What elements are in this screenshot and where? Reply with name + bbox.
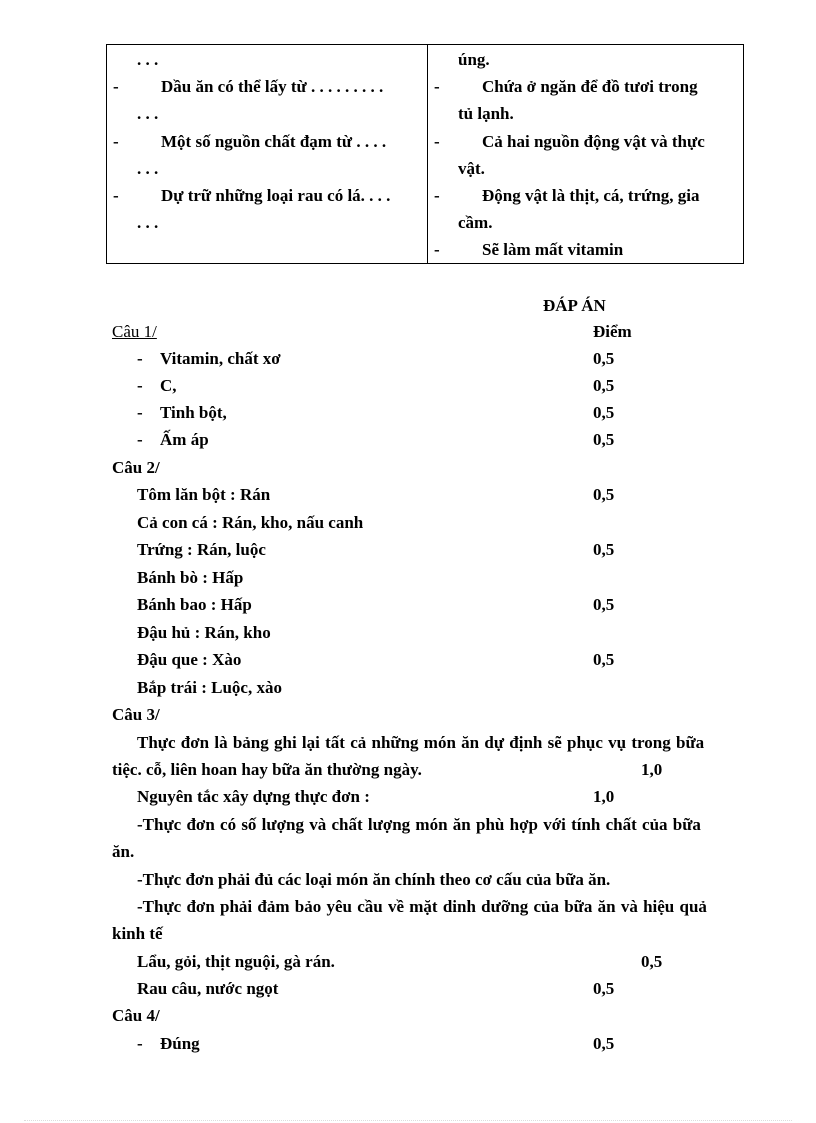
q1-item-dash: -	[137, 430, 143, 449]
table-line-text: Động vật là thịt, cá, trứng, gia	[482, 186, 700, 205]
question-2-label: Câu 2/	[112, 458, 160, 477]
q2-item-score: 0,5	[593, 595, 615, 614]
q3-dish2-score: 0,5	[593, 979, 615, 998]
q3-definition-score: 1,0	[641, 760, 663, 779]
table-line-text: Cả hai nguồn động vật và thực	[482, 131, 705, 151]
q3-dish2: Rau câu, nước ngọt	[137, 979, 279, 998]
q3-dish1: Lẩu, gỏi, thịt nguội, gà rán.	[137, 952, 335, 971]
q4-item: Đúng	[160, 1034, 200, 1053]
page-bottom-rule	[24, 1120, 792, 1121]
table-line-text: Sẽ làm mất vitamin	[482, 240, 624, 260]
q2-item: Trứng : Rán, luộc	[137, 540, 266, 559]
q4-item-dash: -	[137, 1034, 143, 1053]
q3-principle-score: 1,0	[593, 787, 615, 806]
table-line-dash: -	[434, 186, 440, 205]
q1-item-dash: -	[137, 376, 143, 395]
table-left-column	[107, 45, 427, 263]
q3-bullet1-line1: -Thực đơn có số lượng và chất lượng món ăn phù hợp với tính chất của bữa	[137, 815, 701, 834]
q2-item: Đậu que : Xào	[137, 650, 242, 669]
question-1-label: Câu 1/	[112, 322, 157, 341]
table-line-dash: -	[434, 131, 440, 151]
q3-definition-line2: tiệc. cỗ, liên hoan hay bữa ăn thường ngày.	[112, 760, 422, 779]
q2-item: Bánh bò : Hấp	[137, 568, 244, 587]
q1-item-score: 0,5	[593, 376, 615, 395]
q1-item-score: 0,5	[593, 430, 615, 449]
matching-table	[106, 44, 744, 264]
table-line-text: . . .	[137, 158, 159, 178]
table-line-text: cầm.	[458, 213, 493, 233]
q1-item: Ấm áp	[160, 430, 209, 449]
q2-item-score: 0,5	[593, 650, 615, 669]
q2-item-score: 0,5	[593, 485, 615, 504]
q3-bullet3-line1: -Thực đơn phải đảm bảo yêu cầu về mặt dinh dưỡng của bữa ăn và hiệu quả	[137, 897, 707, 916]
table-right-column	[428, 45, 744, 263]
table-line-text: . . .	[137, 213, 159, 233]
table-line-dash: -	[434, 77, 440, 97]
question-3-label: Câu 3/	[112, 705, 160, 724]
q1-item: Vitamin, chất xơ	[160, 349, 281, 368]
q3-principle-label: Nguyên tắc xây dựng thực đơn :	[137, 787, 370, 806]
table-line-text: Chứa ở ngăn để đồ tươi trong	[482, 77, 698, 97]
table-line-dash: -	[113, 186, 119, 205]
q1-item-dash: -	[137, 403, 143, 422]
q3-definition-line1: Thực đơn là bảng ghi lại tất cả những món ăn dự định sẽ phục vụ trong bữa	[137, 733, 705, 752]
q2-item: Đậu hủ : Rán, kho	[137, 623, 271, 642]
table-line-text: Một số nguồn chất đạm từ . . . .	[161, 131, 387, 151]
table-line-text: Dự trữ những loại rau có lá. . . .	[161, 186, 391, 205]
table-line-text: vật.	[458, 158, 485, 178]
q1-item: Tinh bột,	[160, 403, 227, 422]
q3-dish1-score: 0,5	[641, 952, 663, 971]
score-header: Điểm	[593, 322, 632, 341]
question-4-label: Câu 4/	[112, 1006, 160, 1025]
table-line-dash: -	[113, 131, 119, 151]
q3-bullet2: -Thực đơn phải đủ các loại món ăn chính theo cơ cấu của bữa ăn.	[137, 870, 611, 889]
q2-item: Cả con cá : Rán, kho, nấu canh	[137, 513, 364, 532]
table-line-text: Dầu ăn có thể lấy từ . . . . . . . . .	[161, 77, 384, 97]
q1-item-dash: -	[137, 349, 143, 368]
q3-bullet3-line2: kinh tế	[112, 924, 163, 943]
q2-item: Tôm lăn bột : Rán	[137, 485, 271, 504]
table-line-text: . . .	[137, 104, 159, 124]
table-line-dash: -	[434, 240, 440, 260]
table-line-dash: -	[113, 77, 119, 97]
q1-item-score: 0,5	[593, 349, 615, 368]
table-line-text: . . .	[137, 50, 159, 69]
q4-item-score: 0,5	[593, 1034, 615, 1053]
q2-item: Bắp trái : Luộc, xào	[137, 678, 282, 697]
answer-title: ĐÁP ÁN	[543, 296, 606, 315]
q1-item-score: 0,5	[593, 403, 615, 422]
q3-bullet1-line2: ăn.	[112, 842, 135, 861]
table-line-text: úng.	[458, 50, 490, 69]
q2-item-score: 0,5	[593, 540, 615, 559]
table-line-text: tủ lạnh.	[458, 104, 514, 124]
q2-item: Bánh bao : Hấp	[137, 595, 252, 614]
q1-item: C,	[160, 376, 177, 395]
